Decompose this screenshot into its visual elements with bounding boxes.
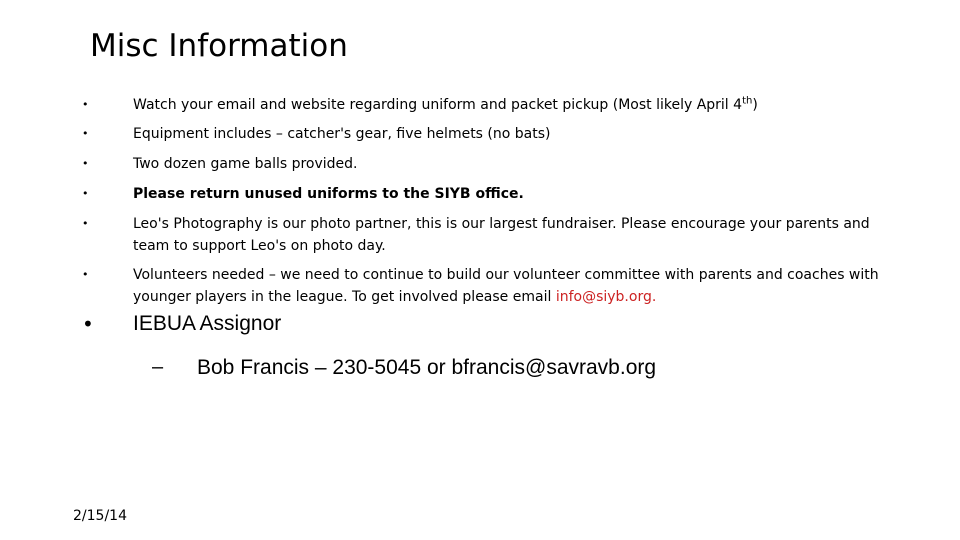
bullet-dot: • <box>82 187 89 200</box>
bullet-dot: • <box>82 127 89 140</box>
bullet-dot: • <box>82 312 94 336</box>
slide-date: 2/15/14 <box>73 508 127 524</box>
bullet-dot: • <box>82 98 89 111</box>
bullet-text: Volunteers needed – we need to continue to build our volunteer committee with parents and coaches with younger players in the league. To get involved please email info@siyb.org. <box>133 267 879 305</box>
slide-title: Misc Information <box>90 28 348 64</box>
sub-bullet-text: Bob Francis – 230-5045 or bfrancis@savravb.org <box>197 356 657 379</box>
bullet-text-major: IEBUA Assignor <box>133 312 282 335</box>
sub-bullet-dash: – <box>152 356 164 378</box>
superscript: th <box>742 95 753 107</box>
bullet-text: Watch your email and website regarding uniform and packet pickup (Most likely April 4th) <box>133 95 758 113</box>
bullet-text: Equipment includes – catcher's gear, five helmets (no bats) <box>133 126 551 142</box>
bullet-dot: • <box>82 157 89 170</box>
email-link[interactable]: info@siyb.org. <box>555 289 657 305</box>
bullet-text: Leo's Photography is our photo partner, this is our largest fundraiser. Please encourage your parents and team to support Leo's on photo day. <box>133 216 870 254</box>
bullet-dot: • <box>82 268 89 281</box>
bullet-dot: • <box>82 217 89 230</box>
bullet-text: Please return unused uniforms to the SIYB office. <box>133 186 524 202</box>
bullet-text: Two dozen game balls provided. <box>133 156 358 172</box>
